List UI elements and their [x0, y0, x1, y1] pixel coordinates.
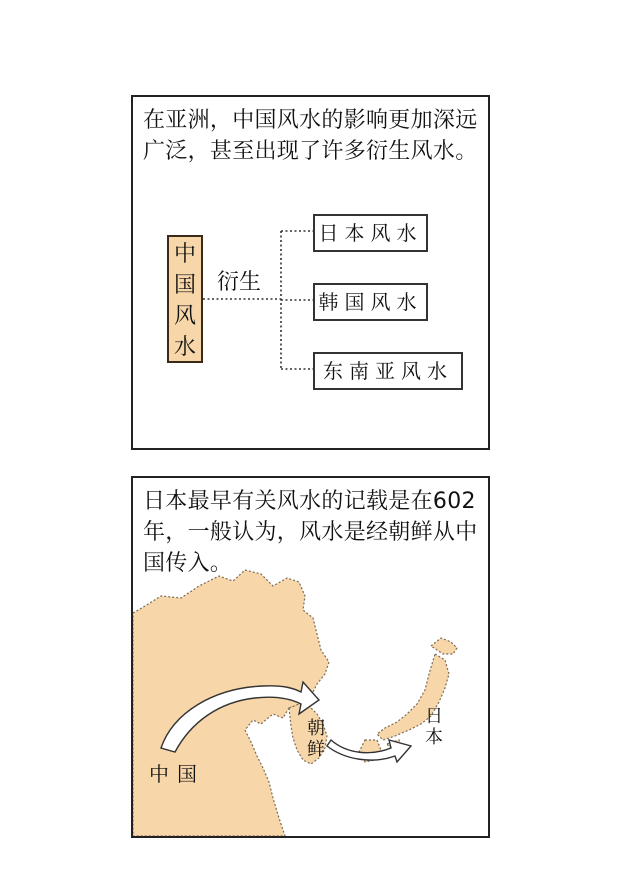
- root-char: 水: [173, 335, 196, 360]
- diagram-panel: [131, 95, 490, 450]
- root-char: 风: [173, 304, 196, 329]
- map-panel: [131, 476, 490, 838]
- root-char: 国: [173, 273, 196, 298]
- southeast-asia-fengshui-box: 东南亚风水: [313, 352, 463, 390]
- china-fengshui-box: [167, 235, 203, 363]
- china-map-label: 中国: [149, 762, 205, 786]
- japan-fengshui-box: 日本风水: [313, 214, 428, 252]
- japan-char: 日: [425, 706, 443, 727]
- root-char: 中: [173, 242, 196, 267]
- korea-char: 朝: [307, 718, 325, 739]
- korea-map-label: [307, 718, 327, 760]
- korea-fengshui-box: 韩国风水: [313, 283, 428, 321]
- derive-label: 衍生: [217, 270, 262, 295]
- panel1-caption: 在亚洲，中国风水的影响更加深远广泛，甚至出现了许多衍生风水。: [143, 108, 478, 164]
- japan-char: 本: [425, 727, 443, 748]
- japan-map-label: [425, 706, 445, 748]
- korea-char: 鲜: [307, 739, 325, 760]
- japan-hokkaido-land: [431, 638, 457, 654]
- panel2-caption: 日本最早有关风水的记载是在602年，一般认为，风水是经朝鲜从中国传入。: [143, 489, 478, 576]
